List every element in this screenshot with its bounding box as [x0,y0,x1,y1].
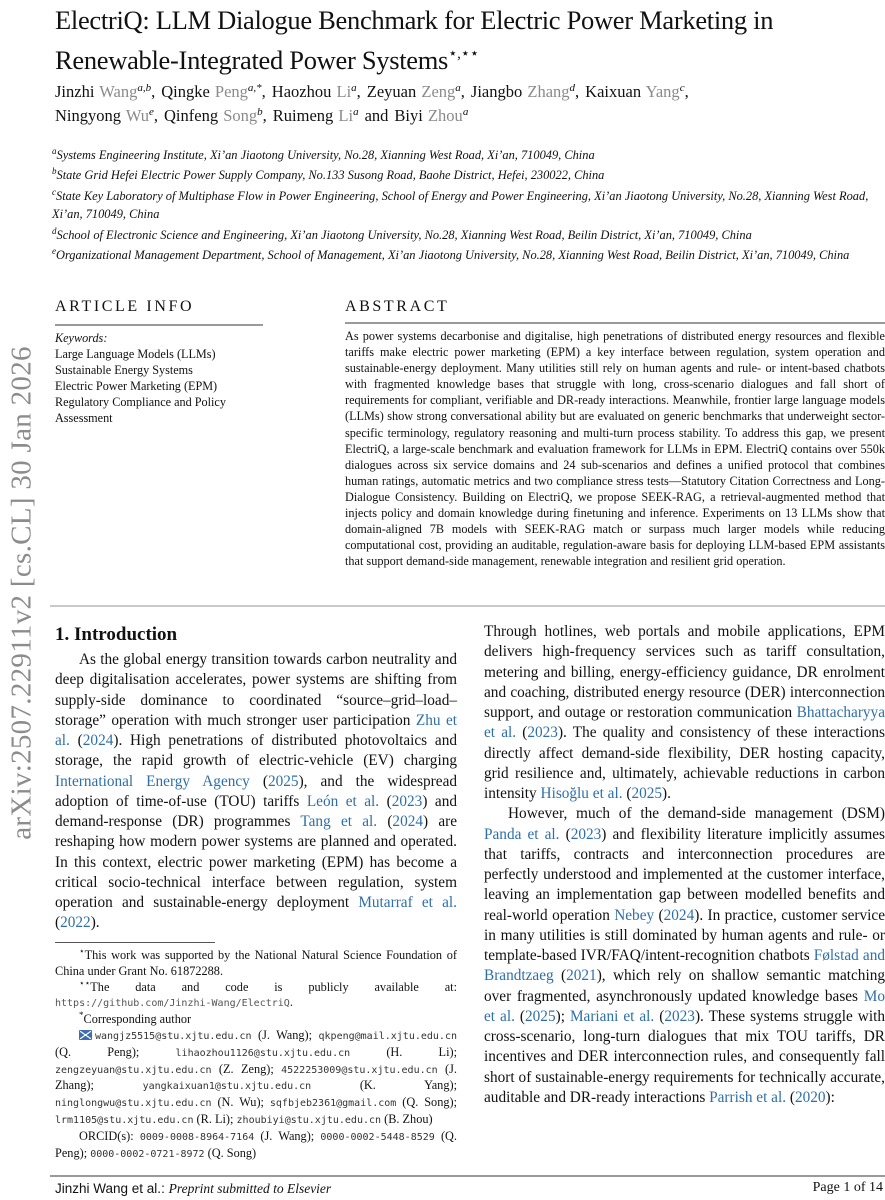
email-link[interactable]: yangkaixuan1@stu.xjtu.edu.cn [142,1081,312,1093]
author-name: Jinzhi Wang$^{a,b}$, [55,82,156,101]
author-name: Ruimeng Li$^a$ [272,106,359,125]
author-affiliation-mark: a [455,82,461,94]
keyword: Electric Power Marketing (EPM) [55,379,218,393]
abstract-text: As power systems decarbonise and digitalise, high penetrations of distributed energy resources and flexible tariffs make electric power marketing (EPM) a key interface between regulation, system operation and sustainable-energy deployment. Many utilities still rely on human agents and rule- or intent-based chatbots with fragmented knowledge bases that struggle with long, cross-scenario dialogues and fall short of requirements for compliant, verifiable and DR-ready interactions. Meanwhile, frontier large language models (LLMs) show strong conversational ability but are evaluated on generic benchmarks that underweight sector-specific terminology, regulatory reasoning and multi-turn process stability. To address this gap, we present ElectriQ, a large-scale benchmark and evaluation framework for LLMs in EPM. ElectriQ contains over 550k dialogues across six service domains and 24 sub-scenarios and defines a unified protocol that combines human ratings, automatic metrics and two compliance stress tests—Statutory Citation Correctness and Long-Dialogue Consistency. Building on ElectriQ, we propose SEEK-RAG, a retrieval-augmented method that injects policy and domain knowledge during finetuning and inference. Experiments on 13 LLMs show that domain-aligned 7B models with SEEK-RAG match or surpass much larger models while reducing computational cost, providing an auditable, regulation-aware basis for deploying LLM-based EPM assistants that support demand-side management, renewable integration and resilient grid operation. [345,329,885,569]
author-affiliation-mark: a,* [247,82,262,94]
affiliation: $^b$State Grid Hefei Electric Power Supply Company, No.133 Susong Road, Baohe District, Hefei, 230022, China [52,166,605,183]
citation-link[interactable]: Mo et al. [484,987,885,1025]
article-info-heading: ARTICLE INFO [55,298,195,315]
author-affiliation-mark: c [679,82,685,94]
citation-link[interactable]: Bhattacharyya et al. [484,704,885,742]
citation-link[interactable]: 2023 [527,724,558,742]
keyword: Sustainable Energy Systems [55,363,193,377]
footnote-funding: ⋆This work was supported by the National Natural Science Foundation of China under Grant No. 61872288. [55,946,457,978]
citation-link[interactable]: 2025 [525,1007,556,1025]
citation-link[interactable]: International Energy Agency [55,772,250,790]
author-name: Kaixuan Yang$^c$, [585,82,689,101]
citation-link[interactable]: 2021 [566,967,597,985]
author-surname: Wu [125,106,149,125]
email-link[interactable]: zengzeyuan@stu.xjtu.edu.cn [55,1064,212,1076]
section-divider [50,605,885,607]
author-name: Ningyong Wu$^e$, [55,106,159,125]
email-link[interactable]: wangjz5515@stu.xjtu.edu.cn [95,1030,252,1042]
affiliation-mark: e [52,246,56,257]
affiliation: $^a$Systems Engineering Institute, Xi’an Jiaotong University, No.28, Xianning West Road, Xi’an, 710049, China [52,146,595,162]
envelope-icon [79,1030,92,1040]
author-affiliation-mark: e [149,106,154,118]
affiliation-mark: b [52,166,57,177]
citation-link[interactable]: Følstad and Brandtzaeg [484,947,885,985]
author-name: Qingke Peng$^{a,*}$, [161,82,266,101]
footer-author: Jinzhi Wang et al. [55,1181,162,1196]
citation-link[interactable]: 2022 [60,914,91,932]
orcid-link[interactable]: 0000-0002-5448-8529 [320,1131,435,1143]
author-affiliation-mark: d [569,82,576,94]
affiliation-mark: c [52,186,56,197]
author-name: Jiangbo Zhang$^d$, [470,82,580,101]
footnote-orcids: ORCID(s): 0009-0008-8964-7164 (J. Wang); 0000-0002-5448-8529 (Q. Peng); 0000-0002-0721-8972 (Q. Song) [55,1128,458,1160]
author-surname: Song [223,106,258,125]
footnote-data: ⋆⋆The data and code is publicly available at: https://github.com/Jinzhi-Wang/ElectriQ. [55,977,457,1010]
author-surname: Yang [645,82,680,101]
footer-citation: Jinzhi Wang et al.: Preprint submitted to Elsevier [55,1181,332,1196]
author-affiliation-mark: b [257,106,263,118]
citation-link[interactable]: Mariani et al. [569,1007,655,1025]
left-column [55,622,457,934]
citation-link[interactable]: 2023 [664,1007,695,1025]
email-link[interactable]: zhoubiyi@stu.xjtu.edu.cn [236,1114,382,1126]
citation-link[interactable]: Panda et al. [484,825,560,843]
citation-link[interactable]: 2024 [663,906,695,924]
keyword: Large Language Models (LLMs) [55,347,216,361]
arxiv-id: arXiv:2507.22911v2 [cs.CL] 30 Jan 2026 [5,345,38,840]
author-name: Zeyuan Zeng$^a$, [366,82,465,101]
footnote-corresponding: *Corresponding author [79,1010,192,1027]
email-link[interactable]: qkpeng@mail.xjtu.edu.cn [318,1030,457,1042]
email-link[interactable]: lrm1105@stu.xjtu.edu.cn [55,1114,194,1126]
citation-link[interactable]: 2023 [391,792,423,810]
author-affiliation-mark: a [353,106,359,118]
citation-link[interactable]: 2024 [392,813,424,830]
author-surname: Peng [214,82,248,101]
affiliation-mark: a [52,146,57,156]
author-affiliation-mark: a [351,82,357,94]
affiliation: $^c$State Key Laboratory of Multiphase Flow in Power Engineering, School of Energy and Power Engineering, Xi’an Jiaotong University, No.28, Xianning West Road, Xi’an, 710049, China [52,186,869,222]
citation-link[interactable]: Nebey [614,906,655,924]
email-link[interactable]: 4522253009@stu.xjtu.edu.cn [281,1064,438,1076]
paper-title [55,0,875,80]
keywords-label: Keywords: [55,331,108,345]
citation-link[interactable]: Parrish et al. [709,1088,787,1106]
citation-link[interactable]: Zhu et al. [55,711,457,749]
right-column [484,622,885,1108]
footer-rule [50,1175,885,1177]
author-name: Qinfeng Song$^b$, [164,106,267,125]
author-surname: Wang [99,82,138,101]
citation-link[interactable]: León et al. [306,792,380,810]
footer-venue: Preprint submitted to Elsevier [168,1181,332,1196]
article-info-rule [55,324,263,326]
data-url-link[interactable]: https://github.com/Jinzhi-Wang/ElectriQ [55,998,290,1010]
email-link[interactable]: lihaozhou1126@stu.xjtu.edu.cn [175,1047,351,1059]
author-surname: Li [336,82,352,101]
keywords-list [55,346,263,426]
arxiv-stamp [2,290,42,895]
author-conjunction: and [364,106,389,125]
orcid-link[interactable]: 0009-0008-8964-7164 [139,1131,255,1143]
article-info [55,298,263,426]
footnote-emails: wangjz5515@stu.xjtu.edu.cn (J. Wang); qkpeng@mail.xjtu.edu.cn (Q. Peng); lihaozhou1126@stu.xjtu.edu.cn (H. Li); zengzeyuan@stu.xjtu.edu.cn (Z. Zeng); 4522253009@stu.xjtu.edu.cn (J. Zhang); yangkaixuan1@stu.xjtu.edu.cn (K. Yang); ninglongwu@stu.xjtu.edu.cn (N. Wu); sqfbjeb2361@gmail.com (Q. Song); lrm1105@stu.xjtu.edu.cn (R. Li); zhoubiyi@stu.xjtu.edu.cn (B. Zhou) [55,1027,457,1126]
citation-link[interactable]: 2020 [794,1088,826,1106]
author-surname: Zhou [427,106,463,125]
citation-link[interactable]: Tang et al. [300,813,378,830]
author-affiliation-mark: a [462,106,469,118]
affiliation-mark: d [52,225,57,236]
keyword: Regulatory Compliance and Policy Assessment [55,395,226,425]
title-line-1: ElectriQ: LLM Dialogue Benchmark for Electric Power Marketing in [55,5,774,35]
email-link[interactable]: sqfbjeb2361@gmail.com [269,1098,397,1110]
citation-link[interactable]: 2025 [267,772,299,790]
intro-paragraph-1-continued: Through hotlines, web portals and mobile applications, EPM delivers high-frequency services such as tariff consultation, metering and billing, energy-efficiency guidance, DR enrolment and coaching, distributed energy resource (DER) interconnection support, and outage or restoration communication Bhattacharyya et al. (2023). The quality and consistency of these interactions directly affect demand-side flexibility, DER hosting capacity, grid resilience and, ultimately, achievable reductions in carbon intensity Hisoğlu et al. (2025). [484,623,885,802]
author-surname: Zhang [527,82,570,101]
citation-link[interactable]: 2023 [570,825,602,843]
page-number: Page 1 of 14 [812,1180,883,1195]
author-affiliation-mark: a,b [137,82,152,94]
author-name: Haozhou Li$^a$, [271,82,361,101]
author-name: Biyi Zhou$^a$ [394,106,469,125]
affiliation: $^e$Organizational Management Department, School of Management, Xi’an Jiaotong University, No.28, Xianning West Road, Beilin District, Xi’an, 710049, China [52,246,850,263]
intro-paragraph-1: As the global energy transition towards carbon neutrality and deep digitalisation accelerates, power systems are shifting from supply-side dominance to coordinated “source–grid–load–storage” operation with much stronger user participation Zhu et al. (2024). High penetrations of distributed photovoltaics and storage, the rapid growth of electric-vehicle (EV) charging International Energy Agency (2025), and the widespread adoption of time-of-use (TOU) tariffs León et al. (2023) and demand-response (DR) programmes Tang et al. (2024) are reshaping how modern power systems are planned and operated. In this context, electric power marketing (EPM) has become a critical socio-technical interface between regulation, system operation and sustainable-energy deployment Mutarraf et al. (2022). [55,651,458,932]
citation-link[interactable]: 2025 [631,785,663,802]
section-heading-introduction: 1. Introduction [55,624,178,645]
citation-link[interactable]: Hisoğlu et al. [540,785,623,802]
email-link[interactable]: ninglongwu@stu.xjtu.edu.cn [55,1098,212,1110]
affiliations [52,146,882,266]
abstract-rule [345,322,885,324]
author-surname: Li [338,106,354,125]
intro-paragraph-2: However, much of the demand-side management (DSM) Panda et al. (2023) and flexibility literature implicitly assumes that tariffs, contracts and interconnection procedures are perfectly understood and implemented at the customer interface, leaving an implementation gap between modelled benefits and real-world operation Nebey (2024). In practice, customer service in many utilities is still dominated by human agents and rule- or template-based IVR/FAQ/intent-recognition chatbots Følstad and Brandtzaeg (2021), which rely on shallow semantic matching over fragmented, asynchronously updated knowledge bases Mo et al. (2025); Mariani et al. (2023). These systems struggle with cross-scenario, long-turn dialogues that mix TOU tariffs, DR incentives and DER interconnection rules, and consequently fall short of sustainable-energy requirements for technically accurate, auditable and DR-ready interactions Parrish et al. (2020): [484,805,885,1106]
citation-link[interactable]: Mutarraf et al. [358,894,457,911]
abstract-heading: ABSTRACT [345,298,450,315]
title-line-2: Renewable-Integrated Power Systems⋆,⋆⋆ [55,45,479,75]
footnotes [55,948,457,1162]
author-surname: Zeng [421,82,456,101]
orcid-link[interactable]: 0000-0002-0721-8972 [90,1148,205,1160]
affiliation: $^d$School of Electronic Science and Engineering, Xi’an Jiaotong University, No.28, Xianning West Road, Beilin District, Xi’an, 710049, China [52,225,752,242]
author-list [55,80,875,128]
footnote-rule [55,942,215,943]
abstract [345,298,885,569]
title-footnote-marks: ⋆,⋆⋆ [448,46,479,62]
citation-link[interactable]: 2024 [82,732,114,749]
